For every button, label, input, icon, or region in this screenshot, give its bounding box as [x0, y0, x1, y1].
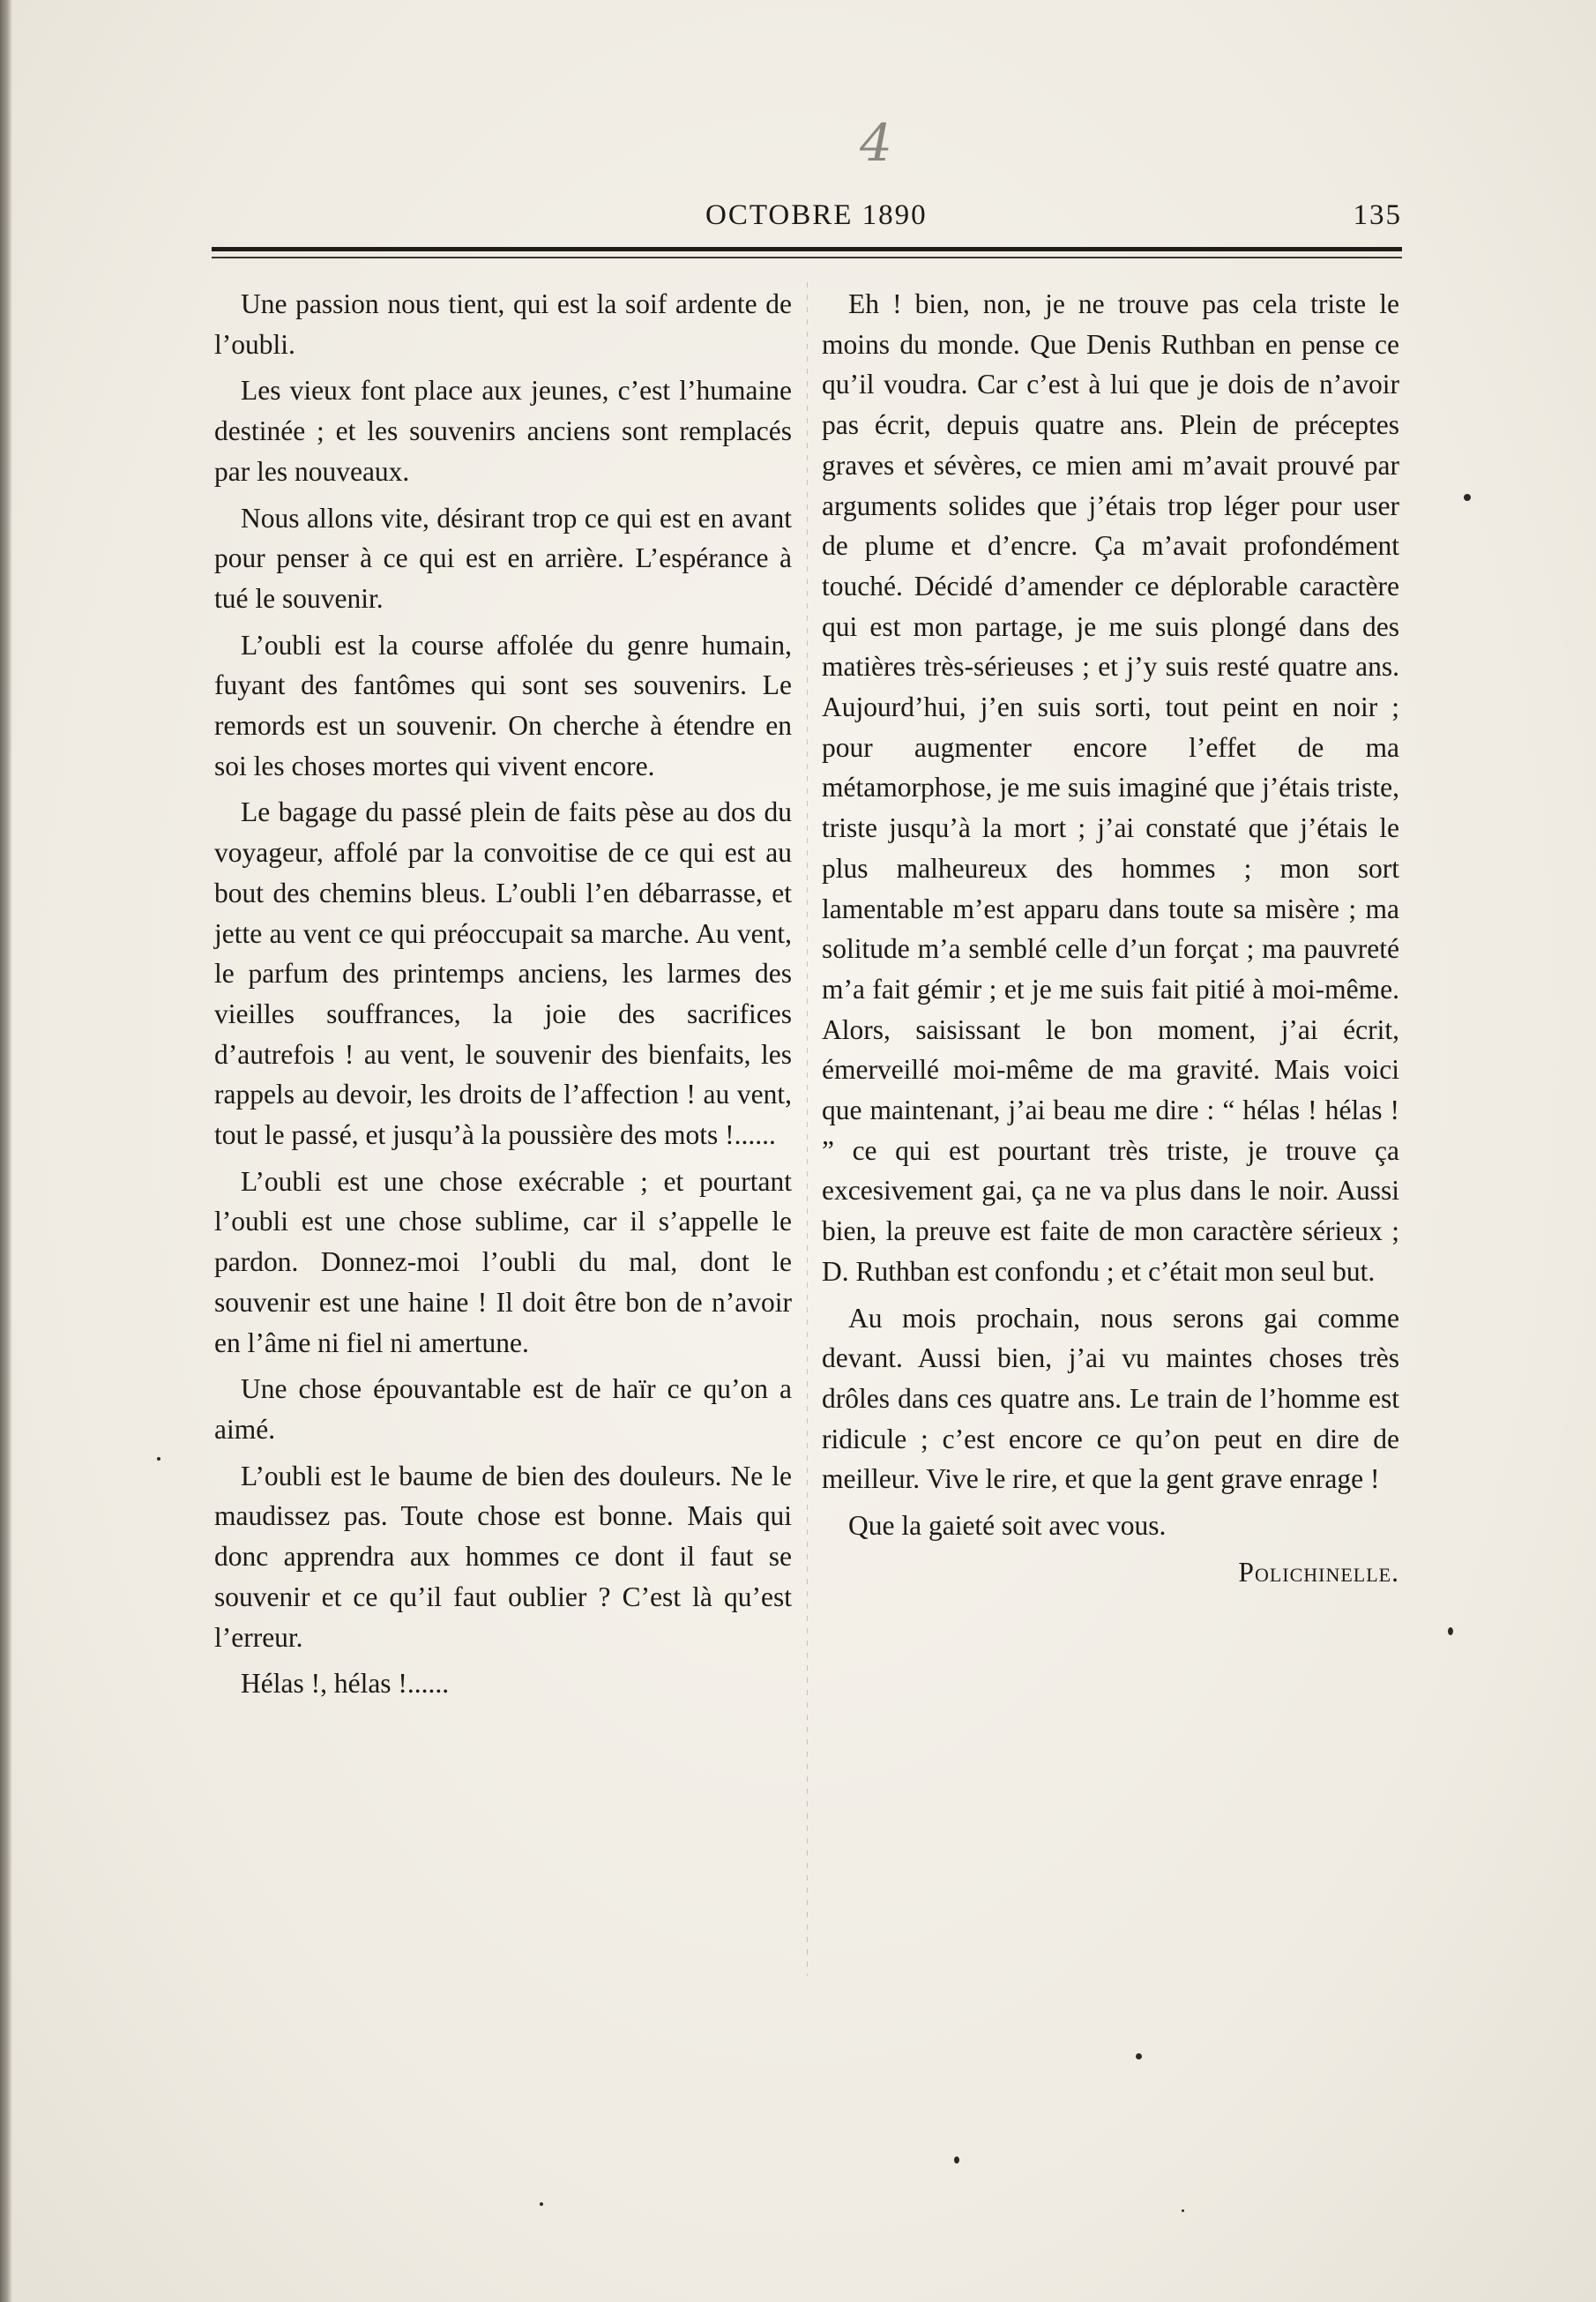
ink-speck — [1448, 1627, 1453, 1635]
paragraph: Eh ! bien, non, je ne trouve pas cela triste le moins du monde. Que Denis Ruthban en pense ce qu’il voudra. Car c’est à lui que je dois de n’avoir pas écrit, depuis quatre ans. Plein de préceptes graves et sévères, ce mien ami m’avait prouvé par arguments solides que j’étais trop léger pour user de plume et d’encre. Ça m’avait profondément touché. Décidé d’amender ce déplorable caractère qui est mon partage, je me suis plongé dans des matières très-sérieuses ; et j’y suis resté quatre ans. Aujourd’hui, j’en suis sorti, tout peint en noir ; pour augmenter encore l’effet de ma métamorphose, je me suis imaginé que j’étais triste, triste jusqu’à la mort ; j’ai constaté que j’étais le plus malheureux des hommes ; mon sort lamentable m’est apparu dans toute sa misère ; ma solitude m’a semblé celle d’un forçat ; ma pauvreté m’a fait gémir ; et je me suis fait pitié à moi-même. Alors, saisissant le bon moment, j’ai écrit, émerveillé moi-même de ma gravité. Mais voici que maintenant, j’ai beau me dire : “ hélas ! hélas ! ” ce qui est pourtant très triste, je trouve ça excesivement gai, ça ne va plus dans le noir. Aussi bien, la preuve est faite de mon caractère sérieux ; D. Ruthban est confondu ; et c’était mon seul but. — [822, 288, 1399, 1287]
paragraph: Que la gaieté soit avec vous. — [848, 1510, 1167, 1542]
paragraph: Au mois prochain, nous serons gai comme devant. Aussi bien, j’ai vu maintes choses très drôles dans ces quatre ans. Le train de l’homme est ridicule ; c’est encore ce qu’on peut en dire de meilleur. Vive le rire, et que la gent grave enrage ! — [822, 1302, 1399, 1495]
page-number: 135 — [1353, 199, 1402, 231]
header-rule-thick — [212, 247, 1402, 251]
pencil-annotation: 4 — [860, 113, 892, 173]
paragraph: Une chose épouvantable est de haïr ce qu’on a aimé. — [214, 1373, 792, 1445]
issue-date: OCTOBRE 1890 — [705, 199, 928, 231]
paragraph: Hélas !, hélas !...... — [241, 1668, 450, 1700]
author-signature: Polichinelle. — [1238, 1556, 1399, 1588]
paragraph: L’oubli est la course affolée du genre humain, fuyant des fantômes qui sont ses souvenirs. Le remords est un souvenir. On cherche à étendre en soi les choses mortes qui vivent encore. — [214, 629, 792, 781]
ink-speck — [157, 1457, 160, 1461]
ink-speck — [1182, 2209, 1184, 2212]
ink-speck — [540, 2202, 543, 2206]
ink-speck — [1464, 494, 1471, 501]
ink-speck — [954, 2156, 959, 2164]
header-rule-thin — [212, 257, 1402, 258]
paragraph: L’oubli est le baume de bien des douleurs. Ne le maudissez pas. Toute chose est bonne. Mais qui donc apprendra aux hommes ce dont il faut se souvenir et ce qu’il faut oublier ? C’est là qu’est l’erreur. — [214, 1460, 792, 1653]
left-column — [214, 284, 792, 1710]
running-header — [212, 194, 1402, 238]
column-gutter — [807, 282, 808, 1976]
paragraph: L’oubli est une chose exécrable ; et pourtant l’oubli est une chose sublime, car il s’appelle le pardon. Donnez-moi l’oubli du mal, dont le souvenir est une haine ! Il doit être bon de n’avoir en l’âme ni fiel ni amertune. — [214, 1165, 792, 1358]
paragraph: Le bagage du passé plein de faits pèse au dos du voyageur, affolé par la convoitise de ce qui est au bout des chemins bleus. L’oubli l’en débarrasse, et jette au vent ce qui préoccupait sa marche. Au vent, le parfum des printemps anciens, les larmes des vieilles souffrances, la joie des sacrifices d’autrefois ! au vent, le souvenir des bienfaits, les rappels au devoir, les droits de l’affection ! au vent, tout le passé, et jusqu’à la poussière des mots !...... — [214, 796, 792, 1151]
paragraph: Une passion nous tient, qui est la soif ardente de l’oubli. — [214, 288, 792, 360]
right-column — [822, 284, 1399, 1599]
ink-speck — [1136, 2053, 1142, 2059]
page-binding-edge — [0, 0, 12, 2302]
paragraph: Nous allons vite, désirant trop ce qui est en avant pour penser à ce qui est en arrière. L’espérance à tué le souvenir. — [214, 502, 792, 614]
paragraph: Les vieux font place aux jeunes, c’est l’humaine destinée ; et les souvenirs anciens sont remplacés par les nouveaux. — [214, 375, 792, 487]
